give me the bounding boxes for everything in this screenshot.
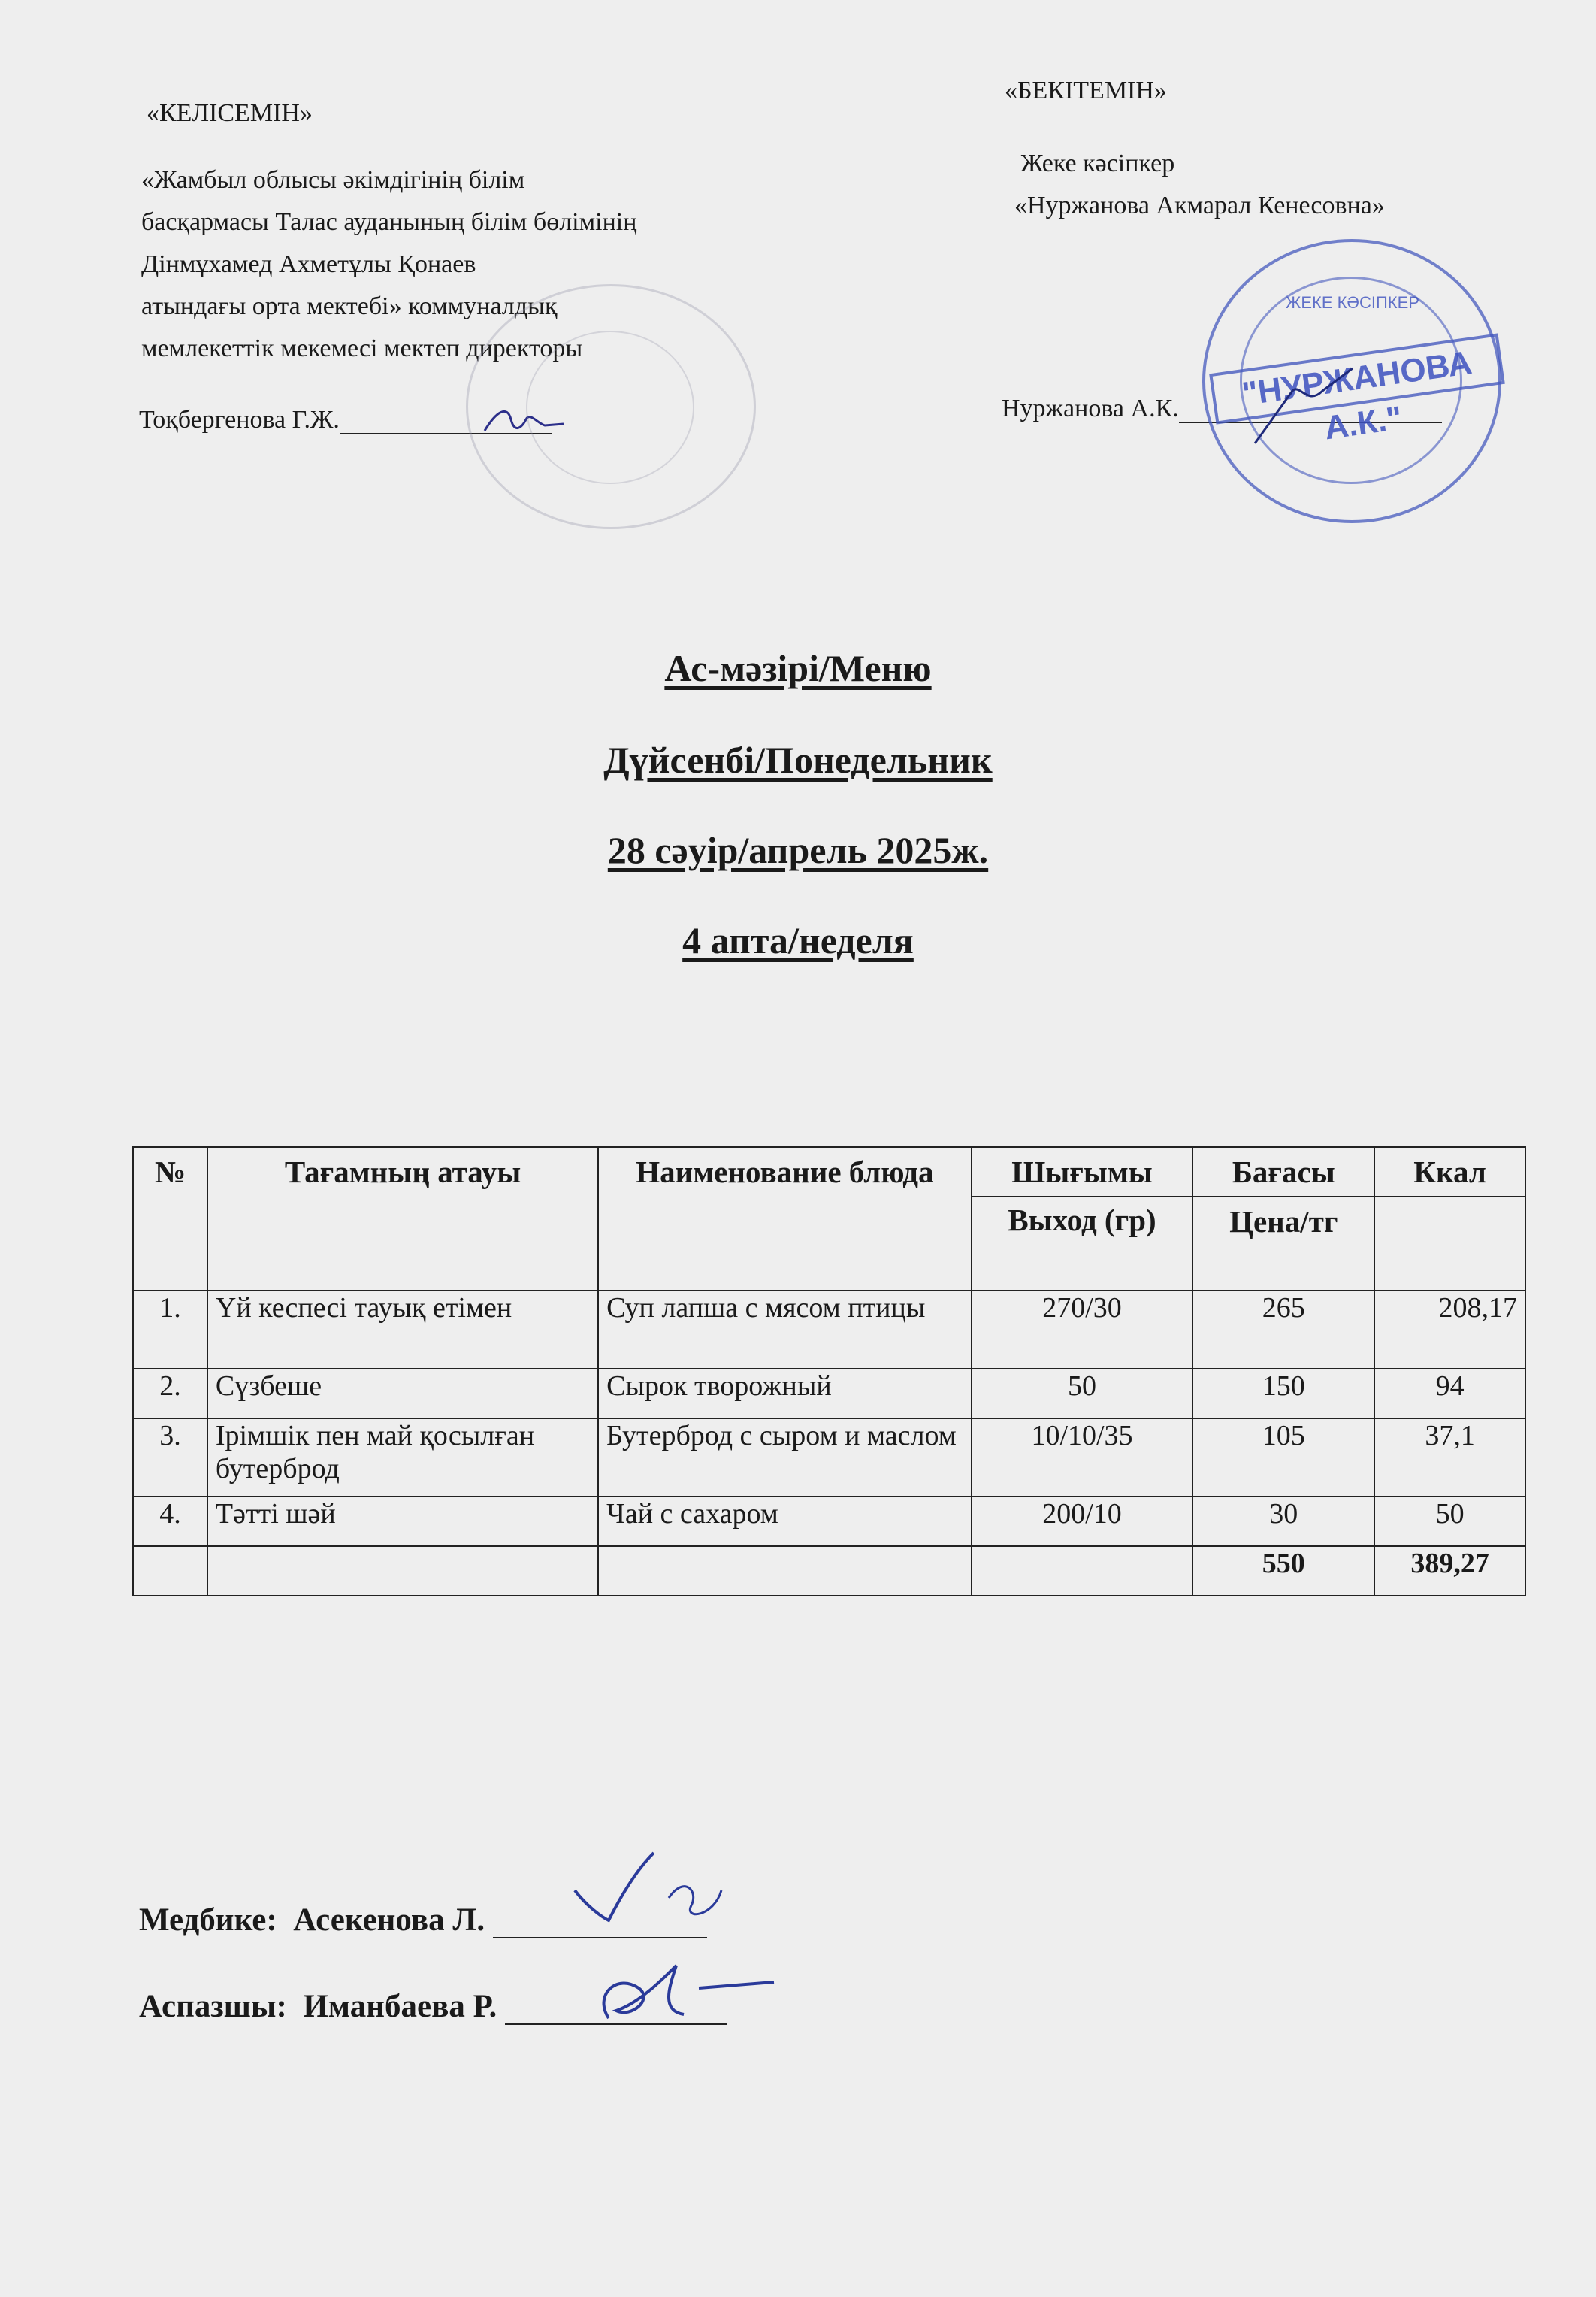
cell-name-kz: Сүзбеше xyxy=(207,1369,598,1418)
school-stamp-inner-icon xyxy=(526,331,694,484)
cell-name-ru: Суп лапша с мясом птицы xyxy=(598,1291,971,1369)
cook-label: Аспазшы: xyxy=(139,1989,287,2024)
cook-signature-icon xyxy=(586,1950,781,2033)
cell-yield: 270/30 xyxy=(972,1291,1193,1369)
day-title: Дүйсенбі/Понедельник xyxy=(603,739,993,781)
director-name: Тоқбергенова Г.Ж. xyxy=(139,406,340,434)
school-line-4: атындағы орта мектебі» коммуналдық xyxy=(141,292,558,320)
menu-table xyxy=(132,1146,1526,1596)
header-yield-kz: Шығымы xyxy=(972,1147,1193,1197)
cell-price: 30 xyxy=(1192,1497,1374,1546)
header-name-kz: Тағамның атауы xyxy=(207,1147,598,1291)
entrepreneur-line-1: Жеке кәсіпкер xyxy=(1020,150,1175,177)
header-empty xyxy=(1374,1197,1525,1291)
table-row xyxy=(133,1418,1525,1497)
table-row xyxy=(133,1369,1525,1418)
nurse-label: Медбике: xyxy=(139,1902,277,1938)
header-kcal: Ккал xyxy=(1374,1147,1525,1197)
cell-name-kz: Үй кеспесі тауық етімен xyxy=(207,1291,598,1369)
cook-name: Иманбаева Р. xyxy=(303,1989,497,2024)
cell-num: 1. xyxy=(133,1291,207,1369)
header-num: № xyxy=(133,1147,207,1291)
nurse-name: Асекенова Л. xyxy=(293,1902,485,1938)
agreed-heading: «КЕЛІСЕМІН» xyxy=(147,99,313,127)
cell-name-kz: Тәтті шәй xyxy=(207,1497,598,1546)
cell-empty xyxy=(133,1546,207,1596)
school-line-3: Дінмұхамед Ахметұлы Қонаев xyxy=(141,250,476,278)
week-title: 4 апта/неделя xyxy=(682,919,914,961)
approved-heading: «БЕКІТЕМІН» xyxy=(1005,77,1167,104)
cell-yield: 10/10/35 xyxy=(972,1418,1193,1497)
cell-kcal: 94 xyxy=(1374,1369,1525,1418)
total-price: 550 xyxy=(1192,1546,1374,1596)
menu-title: Ас-мәзірі/Меню xyxy=(664,647,932,689)
cell-kcal: 37,1 xyxy=(1374,1418,1525,1497)
header-yield-ru: Выход (гр) xyxy=(972,1197,1193,1291)
table-row xyxy=(133,1291,1525,1369)
table-header-row xyxy=(133,1147,1525,1197)
school-line-2: басқармасы Талас ауданының білім бөлімінің xyxy=(141,208,637,236)
entrepreneur-line-2: «Нуржанова Акмарал Кенесовна» xyxy=(1014,192,1385,219)
entrepreneur-description xyxy=(1014,143,1385,227)
cell-name-ru: Сырок творожный xyxy=(598,1369,971,1418)
header-name-ru: Наименование блюда xyxy=(598,1147,971,1291)
cell-yield: 50 xyxy=(972,1369,1193,1418)
cell-name-kz: Ірімшік пен май қосылған бутерброд xyxy=(207,1418,598,1497)
cell-kcal: 50 xyxy=(1374,1497,1525,1546)
header-price-ru: Цена/тг xyxy=(1192,1197,1374,1291)
cell-price: 150 xyxy=(1192,1369,1374,1418)
stamp-center-text: "НУРЖАНОВА А.К." xyxy=(1209,333,1505,424)
school-line-1: «Жамбыл облысы әкімдігінің білім xyxy=(141,166,525,194)
total-kcal: 389,27 xyxy=(1374,1546,1525,1596)
cell-num: 4. xyxy=(133,1497,207,1546)
entrepreneur-signature-icon xyxy=(1247,361,1398,451)
entrepreneur-name: Нуржанова А.К. xyxy=(1002,395,1179,422)
cell-empty xyxy=(207,1546,598,1596)
cell-price: 265 xyxy=(1192,1291,1374,1369)
cell-price: 105 xyxy=(1192,1418,1374,1497)
cell-num: 3. xyxy=(133,1418,207,1497)
cell-name-ru: Чай с сахаром xyxy=(598,1497,971,1546)
cell-num: 2. xyxy=(133,1369,207,1418)
stamp-top-text: ЖЕКЕ КӘСІПКЕР xyxy=(1286,293,1419,312)
cell-empty xyxy=(972,1546,1193,1596)
table-totals-row xyxy=(133,1546,1525,1596)
date-title: 28 сәуір/апрель 2025ж. xyxy=(607,829,989,871)
school-line-5: мемлекеттік мекемесі мектеп директоры xyxy=(141,334,583,362)
table-row xyxy=(133,1497,1525,1546)
header-price-kz: Бағасы xyxy=(1192,1147,1374,1197)
cell-kcal: 208,17 xyxy=(1374,1291,1525,1369)
nurse-signature-icon xyxy=(571,1845,744,1928)
cell-name-ru: Бутерброд с сыром и маслом xyxy=(598,1418,971,1497)
cell-yield: 200/10 xyxy=(972,1497,1193,1546)
cell-empty xyxy=(598,1546,971,1596)
